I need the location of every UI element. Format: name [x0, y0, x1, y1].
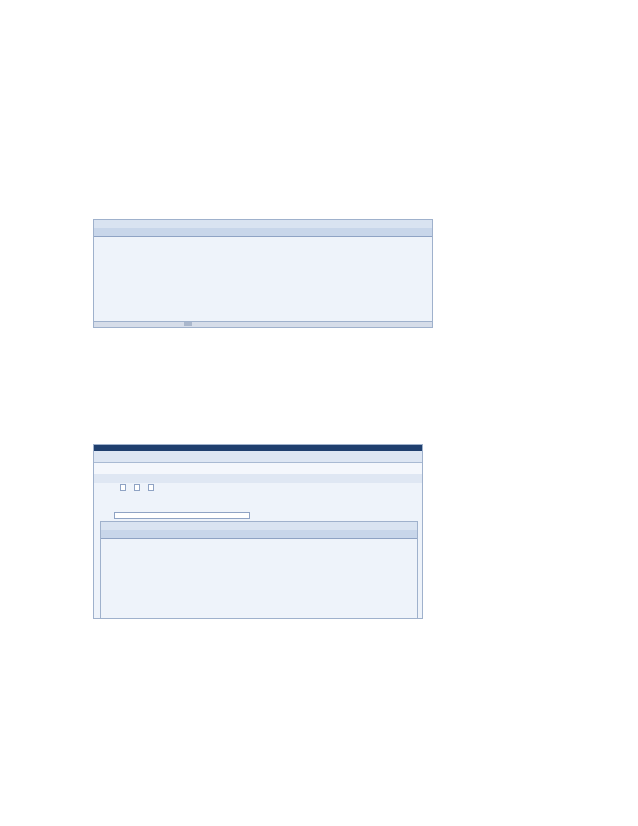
po-history-panel [100, 521, 418, 619]
sap-table-header [94, 228, 432, 237]
portal-nav-row [94, 451, 422, 463]
horizontal-scrollbar[interactable] [94, 321, 432, 327]
po-number-field[interactable] [120, 484, 126, 491]
sap-purchase-order-screenshot [93, 444, 423, 619]
sap-invoice-screenshot [93, 219, 433, 328]
app-title [94, 463, 422, 474]
po-header-form [94, 483, 422, 492]
item-selector-row [100, 511, 416, 520]
sap-tab-strip [101, 522, 417, 530]
sap-tab-strip [94, 220, 432, 228]
sap-menu-bar [94, 474, 422, 483]
item-select[interactable] [114, 512, 250, 519]
vendor-field[interactable] [134, 484, 140, 491]
doc-date-field[interactable] [148, 484, 154, 491]
scrollbar-thumb[interactable] [184, 322, 192, 326]
sap-table-header [101, 530, 417, 539]
